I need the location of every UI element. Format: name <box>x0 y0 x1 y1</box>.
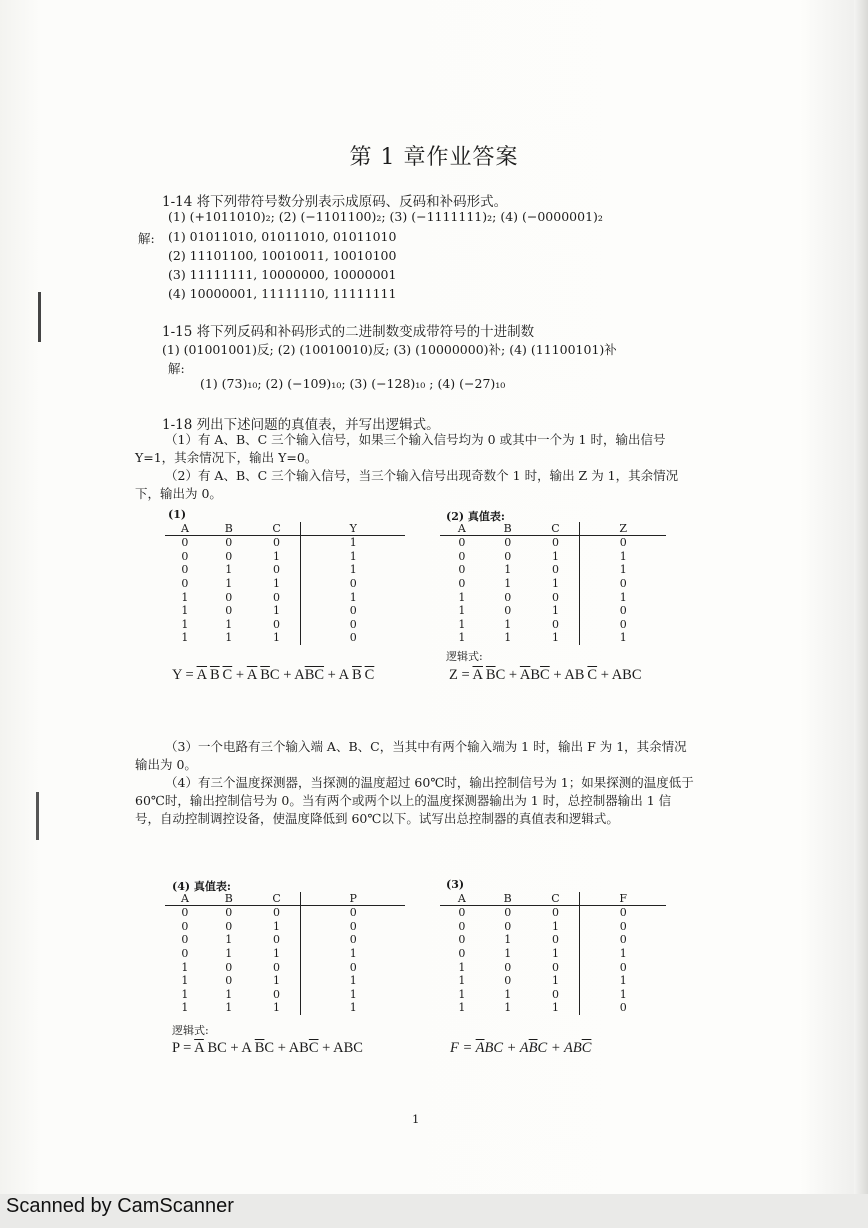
truth-table-p <box>165 892 405 1015</box>
table-row <box>440 536 666 550</box>
column-header: A <box>440 522 484 536</box>
table-cell: 0 <box>504 590 512 604</box>
table-cell: 1 <box>551 549 559 563</box>
table-row <box>165 1001 405 1015</box>
table-cell: 0 <box>273 617 281 631</box>
page-edge-shadow <box>854 0 868 1228</box>
table-cell: 0 <box>580 536 666 550</box>
table-cell: 1 <box>580 550 666 564</box>
table-cell: 0 <box>181 919 189 933</box>
table-cell: 1 <box>580 947 666 961</box>
table-cell: 0 <box>504 919 512 933</box>
table-cell: 0 <box>458 536 466 550</box>
table-cell: 0 <box>225 549 233 563</box>
q14-answer-label: 解: <box>138 231 155 246</box>
table-cell: 1 <box>504 987 512 1001</box>
table-cell: 0 <box>225 906 233 920</box>
table-cell: 1 <box>458 617 466 631</box>
table4-label: (3) <box>446 878 465 891</box>
table-cell: 0 <box>580 1001 666 1015</box>
q14-answer-4: (4) 10000001, 11111110, 11111111 <box>168 286 397 301</box>
table-cell: 1 <box>301 1001 405 1015</box>
table-cell: 0 <box>273 906 281 920</box>
table-cell: 1 <box>181 974 189 988</box>
table-row <box>165 550 405 564</box>
table-row <box>440 1001 666 1015</box>
table-cell: 1 <box>580 563 666 577</box>
formula-p: $P = \overline{A}$ BC + A $\overline{B}C + AB\overline{C}$ + ABC <box>172 1040 363 1056</box>
table-cell: 0 <box>580 906 666 920</box>
table-cell: 1 <box>273 577 281 591</box>
table-row <box>165 920 405 934</box>
table-cell: 0 <box>504 604 512 618</box>
table-cell: 0 <box>225 919 233 933</box>
table-cell: 1 <box>273 604 281 618</box>
column-header: A <box>165 892 205 906</box>
q18-problem-1: （1）有 A、B、C 三个输入信号，如果三个输入信号均为 0 或其中一个为 1 时，输出信号 Y=1，其余情况下，输出 Y=0。 <box>135 432 666 465</box>
table-row <box>165 974 405 988</box>
table-cell: 0 <box>181 577 189 591</box>
table-cell: 1 <box>181 590 189 604</box>
table-cell: 1 <box>551 1001 559 1015</box>
column-header: Y <box>301 522 405 536</box>
table-cell: 1 <box>458 590 466 604</box>
column-header: F <box>580 892 666 906</box>
column-header: A <box>165 522 205 536</box>
table-cell: 0 <box>458 933 466 947</box>
table-cell: 1 <box>301 536 405 550</box>
table-cell: 1 <box>458 1001 466 1015</box>
table-cell: 1 <box>181 617 189 631</box>
table-cell: 1 <box>551 947 559 961</box>
column-header: Z <box>580 522 666 536</box>
table-cell: 1 <box>504 933 512 947</box>
table-cell: 1 <box>458 987 466 1001</box>
table-cell: 1 <box>273 919 281 933</box>
table-cell: 1 <box>458 604 466 618</box>
table-cell: 1 <box>551 631 559 645</box>
table-cell: 0 <box>458 947 466 961</box>
table-cell: 0 <box>580 920 666 934</box>
truth-table-f <box>440 892 666 1015</box>
table-row <box>440 947 666 961</box>
table-cell: 0 <box>301 577 405 591</box>
column-header: A <box>440 892 484 906</box>
column-header: B <box>205 522 253 536</box>
table-cell: 0 <box>458 577 466 591</box>
table-cell: 0 <box>458 906 466 920</box>
table-cell: 0 <box>504 549 512 563</box>
table2-label: (2) 真值表: <box>446 510 505 523</box>
table-cell: 0 <box>580 960 666 974</box>
table-cell: 0 <box>273 536 281 550</box>
page-title: 第 1 章作业答案 <box>349 145 519 170</box>
column-header: B <box>484 892 532 906</box>
table-cell: 0 <box>551 933 559 947</box>
table-cell: 0 <box>551 906 559 920</box>
table-row <box>165 960 405 974</box>
table-cell: 1 <box>551 974 559 988</box>
q14-heading: 1-14 将下列带符号数分别表示成原码、反码和补码形式。 <box>162 194 508 210</box>
q18-heading: 1-18 列出下述问题的真值表，并写出逻辑式。 <box>162 417 440 433</box>
q15-answers: (1) (73)₁₀; (2) (−109)₁₀; (3) (−128)₁₀ ; (4) (−27)₁₀ <box>200 376 506 391</box>
table-cell: 1 <box>504 577 512 591</box>
table-cell: 0 <box>225 974 233 988</box>
column-header: B <box>484 522 532 536</box>
table-cell: 0 <box>504 960 512 974</box>
table-cell: 1 <box>225 947 233 961</box>
table-cell: 1 <box>301 947 405 961</box>
table-cell: 0 <box>181 536 189 550</box>
q14-items: (1) (+1011010)₂; (2) (−1101100)₂; (3) (−1111111)₂; (4) (−0000001)₂ <box>168 209 603 224</box>
table-cell: 0 <box>301 920 405 934</box>
table-cell: 0 <box>504 536 512 550</box>
table-cell: 0 <box>551 617 559 631</box>
table-cell: 0 <box>273 960 281 974</box>
table-cell: 1 <box>580 974 666 988</box>
table-row <box>165 604 405 618</box>
table-row <box>440 974 666 988</box>
truth-table-y <box>165 522 405 645</box>
table-row <box>440 577 666 591</box>
page-number: 1 <box>412 1112 420 1126</box>
table-cell: 1 <box>273 631 281 645</box>
truth-table-z <box>440 522 666 645</box>
table-cell: 0 <box>458 549 466 563</box>
table-row <box>165 590 405 604</box>
table-cell: 0 <box>551 563 559 577</box>
table-cell: 0 <box>225 536 233 550</box>
table-cell: 1 <box>551 919 559 933</box>
table-cell: 1 <box>458 960 466 974</box>
table-cell: 1 <box>181 987 189 1001</box>
column-header: B <box>205 892 253 906</box>
table-row <box>165 631 405 645</box>
table-cell: 0 <box>181 947 189 961</box>
table-cell: 1 <box>225 933 233 947</box>
column-header: C <box>253 892 301 906</box>
table-row <box>440 604 666 618</box>
q18-problem-3: （3）一个电路有三个输入端 A、B、C，当其中有两个输入端为 1 时，输出 F 为 1，其余情况输出为 0。 <box>135 739 687 772</box>
table-cell: 0 <box>551 960 559 974</box>
table-cell: 0 <box>301 631 405 645</box>
table-cell: 1 <box>551 577 559 591</box>
q14-answer-3: (3) 11111111, 10000000, 10000001 <box>168 267 397 282</box>
table-cell: 0 <box>273 933 281 947</box>
table-cell: 0 <box>504 906 512 920</box>
table-cell: 1 <box>225 577 233 591</box>
q14-answer-2: (2) 11101100, 10010011, 10010100 <box>168 248 397 263</box>
table-row <box>165 988 405 1002</box>
table-cell: 0 <box>301 933 405 947</box>
table-row <box>440 631 666 645</box>
formula-y: $Y = \overline{A}$ $\overline{B}$ $\overline{C} + \overline{A}$ $\overline{B}C + A\overline{BC} + A$ $\overline{B}$ $\overline{C}$ <box>172 667 375 683</box>
table-cell: 1 <box>580 631 666 645</box>
table-cell: 0 <box>458 919 466 933</box>
table-cell: 0 <box>458 563 466 577</box>
table-cell: 0 <box>301 960 405 974</box>
table-cell: 0 <box>301 906 405 920</box>
table-row <box>165 933 405 947</box>
table-cell: 1 <box>301 988 405 1002</box>
table-cell: 1 <box>504 1001 512 1015</box>
table-cell: 0 <box>181 549 189 563</box>
table1-label: (1) <box>168 508 187 521</box>
table-cell: 1 <box>225 631 233 645</box>
table-cell: 0 <box>225 604 233 618</box>
table-cell: 1 <box>504 947 512 961</box>
table-cell: 1 <box>181 1001 189 1015</box>
table-cell: 1 <box>273 549 281 563</box>
table-cell: 1 <box>181 631 189 645</box>
column-header: C <box>253 522 301 536</box>
table-cell: 1 <box>504 563 512 577</box>
table-cell: 1 <box>580 988 666 1002</box>
table-cell: 0 <box>551 987 559 1001</box>
table-row <box>165 563 405 577</box>
table-row <box>440 920 666 934</box>
column-header: C <box>532 892 580 906</box>
table-cell: 0 <box>273 987 281 1001</box>
table-cell: 1 <box>458 631 466 645</box>
q18-problem-2: （2）有 A、B、C 三个输入信号，当三个输入信号出现奇数个 1 时，输出 Z 为 1，其余情况下，输出为 0。 <box>135 468 679 501</box>
table-cell: 1 <box>273 974 281 988</box>
table-cell: 1 <box>301 590 405 604</box>
table-cell: 0 <box>580 577 666 591</box>
table-row <box>440 563 666 577</box>
table-row <box>165 577 405 591</box>
logic-label-z: 逻辑式: <box>446 650 483 663</box>
table-row <box>165 947 405 961</box>
table-cell: 0 <box>580 604 666 618</box>
table-cell: 1 <box>301 563 405 577</box>
table-cell: 1 <box>225 617 233 631</box>
camscanner-watermark: Scanned by CamScanner <box>6 1195 234 1217</box>
table-cell: 1 <box>551 604 559 618</box>
table-cell: 1 <box>504 617 512 631</box>
table-cell: 0 <box>181 933 189 947</box>
table-cell: 0 <box>225 590 233 604</box>
table-cell: 0 <box>580 618 666 632</box>
table-cell: 0 <box>504 974 512 988</box>
table-cell: 0 <box>551 536 559 550</box>
table-cell: 0 <box>551 590 559 604</box>
q14-answer-1: (1) 01011010, 01011010, 01011010 <box>168 229 397 244</box>
table-row <box>440 906 666 920</box>
table-cell: 0 <box>301 604 405 618</box>
table-cell: 1 <box>181 960 189 974</box>
formula-f: $F = \overline{A}BC + A\overline{B}C + AB\overline{C}$ <box>450 1040 592 1056</box>
table-row <box>440 988 666 1002</box>
table-cell: 0 <box>580 933 666 947</box>
table-cell: 1 <box>225 1001 233 1015</box>
table-cell: 0 <box>273 563 281 577</box>
table-cell: 1 <box>504 631 512 645</box>
table-cell: 1 <box>458 974 466 988</box>
formula-z: $Z = \overline{A}$ $\overline{B}C + \overline{A}B\overline{C}$ + AB $\overline{C}$ + ABC <box>449 667 642 683</box>
table-row <box>440 960 666 974</box>
q18-problem-4: （4）有三个温度探测器，当探测的温度超过 60℃时，输出控制信号为 1；如果探测的温度低于 60℃时，输出控制信号为 0。当有两个或两个以上的温度探测器输出为 1 时，总控制器输出 1 信号，自动控制调控设备，使温度降低到 60℃以下。试写出总控制器的真值表和逻辑式。 <box>135 775 694 826</box>
table-cell: 1 <box>301 974 405 988</box>
table-cell: 1 <box>580 590 666 604</box>
binder-mark-2 <box>36 792 39 840</box>
table-row <box>440 550 666 564</box>
table-cell: 0 <box>301 618 405 632</box>
table-row <box>165 906 405 920</box>
table-cell: 0 <box>273 590 281 604</box>
table-cell: 0 <box>225 960 233 974</box>
table-cell: 1 <box>301 550 405 564</box>
table3-label: (4) 真值表: <box>172 880 231 893</box>
table-cell: 1 <box>273 947 281 961</box>
table-cell: 0 <box>181 906 189 920</box>
column-header: C <box>532 522 580 536</box>
table-row <box>440 618 666 632</box>
table-cell: 1 <box>225 987 233 1001</box>
table-row <box>440 590 666 604</box>
table-row <box>440 933 666 947</box>
q15-heading: 1-15 将下列反码和补码形式的二进制数变成带符号的十进制数 <box>162 324 535 340</box>
table-cell: 0 <box>181 563 189 577</box>
table-cell: 1 <box>273 1001 281 1015</box>
logic-label-p: 逻辑式: <box>172 1024 209 1037</box>
binder-mark <box>38 292 41 342</box>
column-header: P <box>301 892 405 906</box>
table-row <box>165 536 405 550</box>
table-cell: 1 <box>181 604 189 618</box>
table-row <box>165 618 405 632</box>
q15-answer-label: 解: <box>168 361 185 376</box>
q15-items: (1) (01001001)反; (2) (10010010)反; (3) (10000000)补; (4) (11100101)补 <box>162 342 617 357</box>
table-cell: 1 <box>225 563 233 577</box>
